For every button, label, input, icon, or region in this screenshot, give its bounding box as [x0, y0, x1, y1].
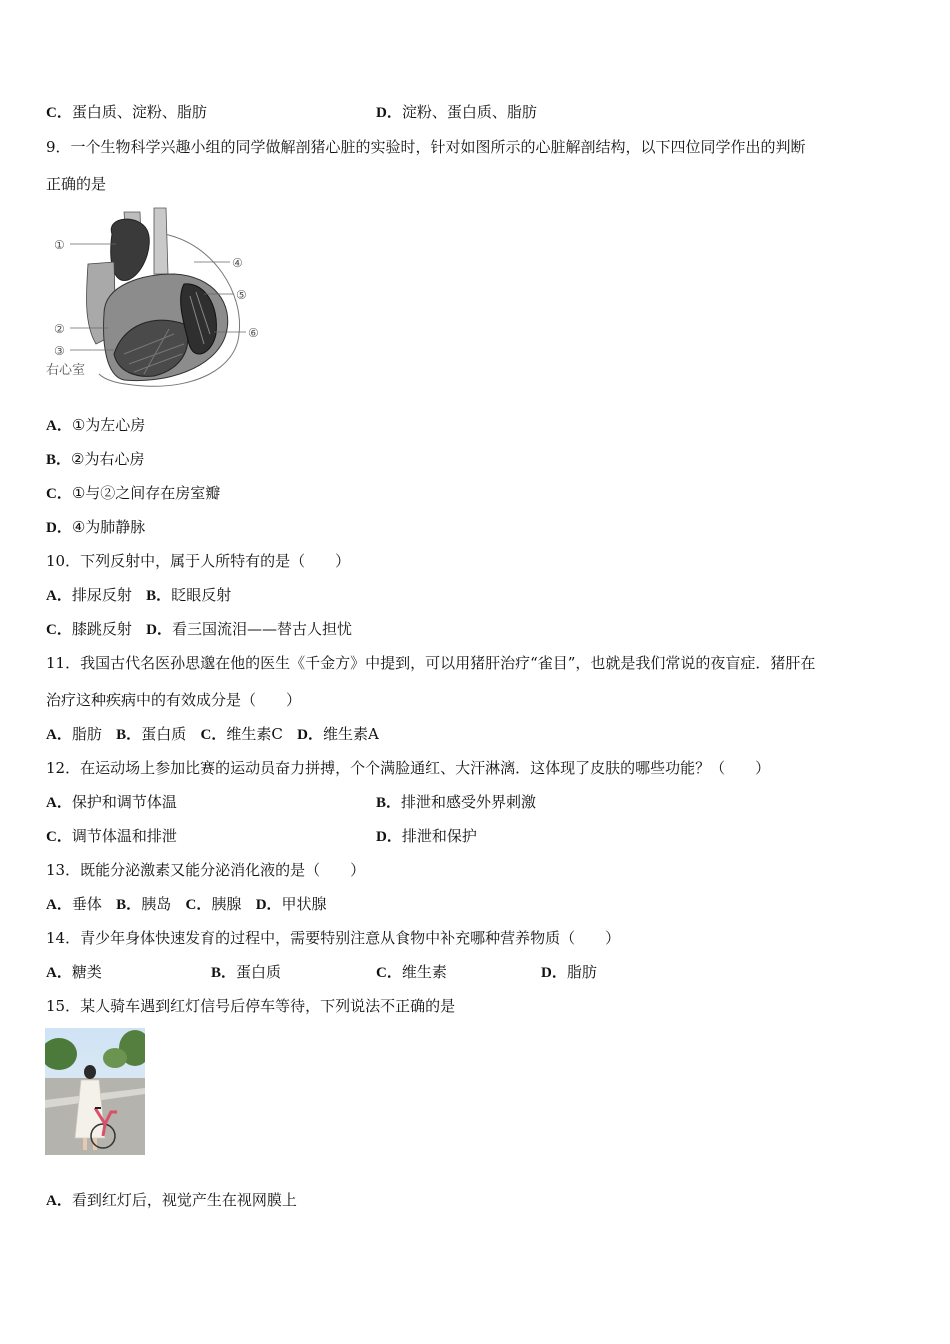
- heart-diagram: [44, 204, 272, 396]
- heart-caption-right-ventricle: 右心室: [46, 363, 86, 378]
- q9-stem-line1: 9．一个生物科学兴趣小组的同学做解剖猪心脏的实验时，针对如图所示的心脏解剖结构，以下四位同学作出的判断: [46, 138, 806, 156]
- q12-option-b: B．排泄和感受外界刺激: [376, 793, 537, 811]
- q12-stem: 12．在运动场上参加比赛的运动员奋力拼搏，个个满脸通红、大汗淋漓．这体现了皮肤的哪些功能？（ ）: [46, 759, 771, 777]
- q14-option-a: A．糖类: [46, 963, 102, 981]
- q9-stem-line2: 正确的是: [46, 175, 107, 193]
- q10-options-ab: A．排尿反射 B．眨眼反射: [46, 586, 232, 604]
- q11-options: A．脂肪 B．蛋白质 C．维生素C D．维生素A: [46, 725, 379, 743]
- q12-option-d: D．排泄和保护: [376, 827, 477, 845]
- q15-option-a: A．看到红灯后，视觉产生在视网膜上: [46, 1191, 297, 1209]
- heart-label-4: ④: [232, 256, 243, 270]
- q15-stem: 15．某人骑车遇到红灯信号后停车等待，下列说法不正确的是: [46, 997, 456, 1015]
- q11-stem-line1: 11．我国古代名医孙思邈在他的医生《千金方》中提到，可以用猪肝治疗“雀目”，也就是我们常说的夜盲症．猪肝在: [46, 654, 816, 672]
- q12-option-a: A．保护和调节体温: [46, 793, 177, 811]
- q11-stem-line2: 治疗这种疾病中的有效成分是（ ）: [46, 691, 302, 709]
- q10-stem: 10．下列反射中，属于人所特有的是（ ）: [46, 552, 351, 570]
- heart-label-6: ⑥: [248, 326, 259, 340]
- heart-label-5: ⑤: [236, 288, 247, 302]
- q10-options-cd: C．膝跳反射 D．看三国流泪——替古人担忧: [46, 620, 353, 638]
- q8-option-c: C．蛋白质、淀粉、脂肪: [46, 103, 207, 121]
- q14-stem: 14．青少年身体快速发育的过程中，需要特别注意从食物中补充哪种营养物质（ ）: [46, 929, 621, 947]
- q8-option-d: D．淀粉、蛋白质、脂肪: [376, 103, 537, 121]
- cyclist-photo: [45, 1028, 145, 1155]
- q14-option-b: B．蛋白质: [211, 963, 282, 981]
- q14-option-d: D．脂肪: [541, 963, 597, 981]
- q9-option-c: C．①与②之间存在房室瓣: [46, 484, 221, 502]
- q9-option-d: D．④为肺静脉: [46, 518, 146, 536]
- q14-option-c: C．维生素: [376, 963, 447, 981]
- q9-option-b: B．②为右心房: [46, 450, 145, 468]
- heart-label-1: ①: [54, 238, 65, 252]
- q9-option-a: A．①为左心房: [46, 416, 146, 434]
- q13-options: A．垂体 B．胰岛 C．胰腺 D．甲状腺: [46, 895, 327, 913]
- q13-stem: 13．既能分泌激素又能分泌消化液的是（ ）: [46, 861, 366, 879]
- heart-label-3: ③: [54, 344, 65, 358]
- q12-option-c: C．调节体温和排泄: [46, 827, 177, 845]
- heart-label-2: ②: [54, 322, 65, 336]
